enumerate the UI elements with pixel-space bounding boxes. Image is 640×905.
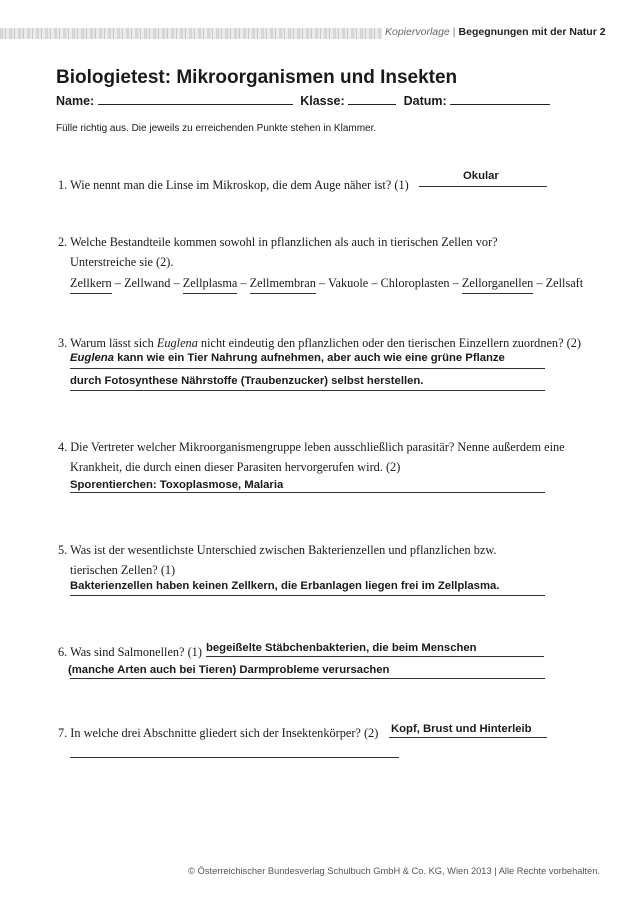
question-4-line2: Krankheit, die durch einen dieser Parasiten hervorgerufen wird. (2) — [70, 460, 401, 474]
option-separator: – — [533, 276, 546, 290]
cell-component-option[interactable]: Zellsaft — [545, 276, 584, 290]
question-3-post: nicht eindeutig den pflanzlichen oder den tierischen Einzellern zuordnen? (2) — [197, 336, 581, 350]
klasse-label: Klasse: — [300, 94, 345, 108]
question-7-answer-rule-2[interactable] — [70, 757, 399, 758]
question-7-text: 7. In welche drei Abschnitte gliedert sich der Insektenkörper? (2) — [58, 726, 379, 740]
cell-component-option[interactable]: Zellmembran — [250, 276, 316, 294]
question-3-answer-euglena: Euglena — [70, 352, 114, 364]
header-separator: | — [452, 26, 456, 38]
question-5-line2: tierischen Zellen? (1) — [70, 563, 176, 577]
name-field[interactable] — [98, 94, 293, 105]
student-fields — [56, 94, 550, 108]
question-3-answer-rule-1[interactable] — [70, 368, 545, 369]
question-1-answer: Okular — [463, 170, 499, 182]
question-4-answer-rule[interactable] — [70, 492, 545, 493]
question-3-answer-rule-2[interactable] — [70, 390, 545, 391]
question-5-line1: 5. Was ist der wesentlichste Unterschied zwischen Bakterienzellen und pflanzlichen bzw. — [58, 543, 497, 557]
question-7-answer: Kopf, Brust und Hinterleib — [391, 723, 532, 735]
question-6-text: 6. Was sind Salmonellen? (1) — [58, 645, 202, 659]
cell-component-option[interactable]: Vakuole — [327, 276, 369, 290]
question-6-answer-line2: (manche Arten auch bei Tieren) Darmprobleme verursachen — [68, 664, 390, 676]
question-3-answer-rest: kann wie ein Tier Nahrung aufnehmen, aber auch wie eine grüne Pflanze — [113, 352, 505, 364]
question-3-euglena: Euglena — [156, 336, 198, 350]
option-separator: – — [449, 276, 462, 290]
question-5-answer-rule[interactable] — [70, 595, 545, 596]
question-1-text: 1. Wie nennt man die Linse im Mikroskop, die dem Auge näher ist? (1) — [58, 178, 409, 192]
name-label: Name: — [56, 94, 95, 108]
question-2-line1: 2. Welche Bestandteile kommen sowohl in pflanzlichen als auch in tierischen Zellen vor? — [58, 235, 498, 249]
question-4-answer: Sporentierchen: Toxoplasmose, Malaria — [70, 479, 284, 491]
question-4-line1: 4. Die Vertreter welcher Mikroorganismengruppe leben ausschließlich parasitär? Nenne außerdem eine — [58, 440, 565, 454]
question-7-answer-rule-1[interactable] — [389, 737, 547, 738]
question-6-answer-rule-1[interactable] — [206, 656, 544, 657]
question-2-options — [70, 276, 583, 291]
cell-component-option[interactable]: Zellplasma — [183, 276, 238, 294]
instruction-text: Fülle richtig aus. Die jeweils zu erreichenden Punkte stehen in Klammer. — [56, 123, 377, 134]
cell-component-option[interactable]: Zellorganellen — [462, 276, 533, 294]
header-decor-band — [0, 28, 382, 39]
option-separator: – — [368, 276, 381, 290]
question-3-answer-line2: durch Fotosynthese Nährstoffe (Traubenzucker) selbst herstellen. — [70, 375, 424, 387]
header-kopiervorlage: Kopiervorlage — [385, 26, 450, 38]
datum-field[interactable] — [450, 94, 550, 105]
running-header — [385, 26, 606, 38]
cell-component-option[interactable]: Zellkern — [70, 276, 112, 294]
copyright-footer: © Österreichischer Bundesverlag Schulbuch GmbH & Co. KG, Wien 2013 | Alle Rechte vorbehalten. — [188, 866, 600, 876]
header-book-title: Begegnungen mit der Natur 2 — [458, 26, 606, 38]
page-title: Biologietest: Mikroorganismen und Insekten — [56, 67, 458, 88]
question-5-answer: Bakterienzellen haben keinen Zellkern, die Erbanlagen liegen frei im Zellplasma. — [70, 580, 500, 592]
klasse-field[interactable] — [348, 94, 396, 105]
question-3-answer-line1 — [70, 352, 505, 364]
question-3-text — [58, 336, 581, 351]
datum-label: Datum: — [403, 94, 447, 108]
question-1-answer-line[interactable] — [419, 186, 547, 187]
question-6-answer-line1: begeißelte Stäbchenbakterien, die beim Menschen — [206, 642, 477, 654]
question-2-line2: Unterstreiche sie (2). — [70, 255, 174, 269]
cell-component-option[interactable]: Zellwand — [123, 276, 171, 290]
cell-component-option[interactable]: Chloroplasten — [380, 276, 450, 290]
question-6-answer-rule-2[interactable] — [70, 678, 545, 679]
option-separator: – — [237, 276, 250, 290]
option-separator: – — [315, 276, 328, 290]
option-separator: – — [170, 276, 183, 290]
option-separator: – — [111, 276, 124, 290]
question-3-pre: 3. Warum lässt sich — [58, 336, 157, 350]
